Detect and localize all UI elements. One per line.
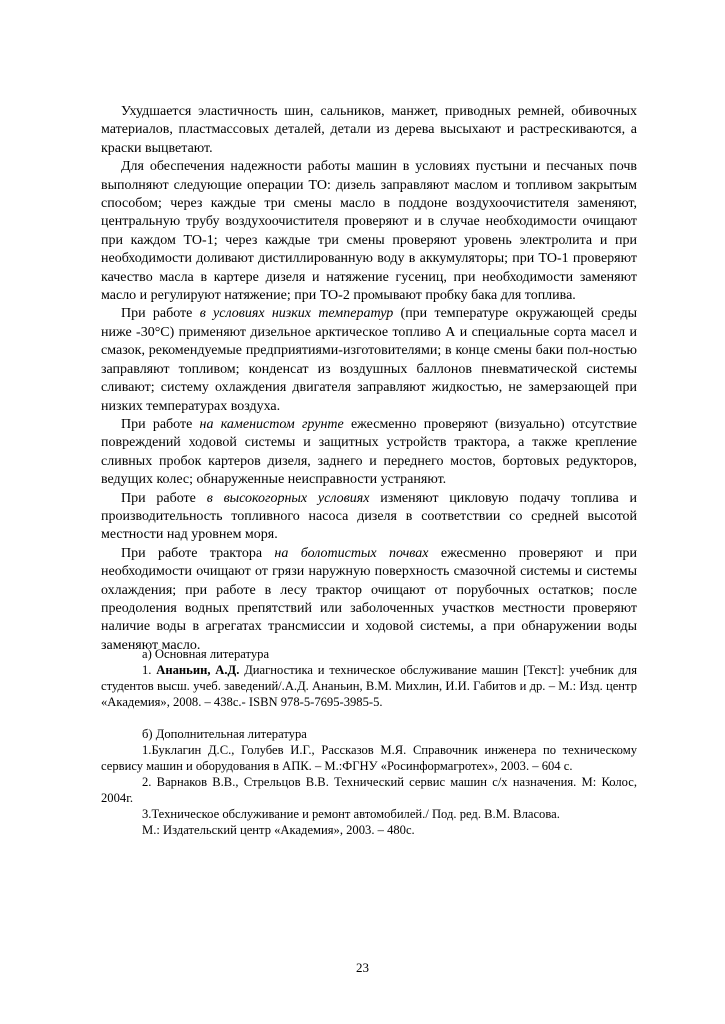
paragraph-6 — [101, 545, 637, 655]
paragraph-5-rest: изменяют цикловую подачу топлива и производительность топливного насоса дизеля в соответствии со средней высотой местности над уровнем моря. — [101, 490, 637, 543]
additional-literature-item-2: 2. Варнаков В.В., Стрельцов В.В. Технический сервис машин с/х назначения. М: Колос, 2004г. — [101, 775, 637, 805]
main-literature-item-1-number: 1. — [142, 663, 157, 677]
main-literature-item-1-text: Диагностика и техническое обслуживание машин [Текст]: учебник для студентов высш. учеб. заведений/.А.Д. Ананьин, В.М. Михлин, И.И. Габитов и др. – М.: Изд. центр «Академия», 2008. – 438с.- ISBN 978-5-7695-3985-5. — [101, 663, 637, 709]
main-literature — [101, 646, 637, 710]
additional-literature-item-3-cont: М.: Издательский центр «Академия», 2003. – 480с. — [142, 823, 415, 837]
paragraph-6-rest: ежесменно проверяют и при необходимости очищают от грязи наружную поверхность смазочной системы и системы охлаждения; при работе в лесу трактор очищают от порубочных остатков; после преодоления водных препятствий или заболоченных участков местности проверяют наличие воды в агрегатах трансмиссии и ходовой системы, а при обнаружении воды заменяют масло. — [101, 545, 637, 653]
main-literature-heading: а) Основная литература — [142, 647, 270, 661]
paragraph-5-start: При работе — [121, 490, 207, 506]
paragraph-4-start: При работе — [121, 416, 200, 432]
paragraph-2: Для обеспечения надежности работы машин в условиях пустыни и песчаных почв выполняют следующие операции ТО: дизель заправляют маслом и топливом закрытым способом; через каждые три смены масло в поддоне воздухоочистителя заменяют, центральную трубу воздухоочистителя проверяют и в случае необходимости очищают при каждом ТО-1; через каждые три смены проверяют уровень электролита и при необходимости доливают дистиллированную воду в аккумуляторы; при ТО-1 проверяют качество масла в картере дизеля и натяжение гусениц, при необходимости заменяют масло и регулируют натяжение; при ТО-2 промывают пробку бака для топлива. — [101, 159, 637, 304]
paragraph-4-emphasis: на каменистом грунте — [199, 416, 344, 432]
paragraph-3-rest: (при температуре окружающей среды ниже -30°С) применяют дизельное арктическое топливо А и специальные сорта масел и смазок, рекомендуемые предприятиями-изготовителями; в конце смены баки пол-ностью заправляют топливом; конденсат из воздушных баллонов пневматической системы сливают; систему охлаждения двигателя заправляют жидкостью, не замерзающей при низких температурах воздуха. — [101, 306, 637, 414]
paragraph-1: Ухудшается эластичность шин, сальников, манжет, приводных ремней, обивочных материалов, пластмассовых деталей, детали из дерева высыхают и растрескиваются, а краски выцветают. — [101, 104, 637, 156]
paragraph-3-emphasis: в условиях низких температур — [199, 306, 394, 322]
page-number: 23 — [356, 960, 369, 975]
paragraph-6-start: При работе трактора — [121, 545, 275, 561]
body-text — [101, 103, 637, 655]
paragraph-5-emphasis: в высокогорных условиях — [206, 490, 370, 506]
main-literature-item-1-author: Ананьин, А.Д. — [156, 663, 240, 677]
paragraph-5 — [101, 490, 637, 545]
paragraph-4-rest: ежесменно проверяют (визуально) отсутствие повреждений ходовой системы и защитных устройств трактора, а также крепление сливных пробок картеров дизеля, заднего и переднего мостов, бортовых редукторов, ведущих колес; обнаруженные неисправности устраняют. — [101, 416, 637, 488]
paragraph-4 — [101, 416, 637, 490]
paragraph-3 — [101, 305, 637, 415]
additional-literature-item-3: 3.Техническое обслуживание и ремонт автомобилей./ Под. ред. В.М. Власова. — [142, 807, 560, 821]
paragraph-3-start: При работе — [121, 306, 200, 322]
additional-literature-item-1: 1.Буклагин Д.С., Голубев И.Г., Рассказов М.Я. Справочник инженера по техническому сервису машин и оборудования в АПК. – М.:ФГНУ «Росинформагротех», 2003. – 604 с. — [101, 743, 637, 773]
main-literature-item-1 — [101, 662, 637, 710]
additional-literature — [101, 726, 637, 838]
paragraph-6-emphasis: на болотистых почвах — [274, 545, 429, 561]
additional-literature-heading: б) Дополнительная литература — [142, 727, 307, 741]
